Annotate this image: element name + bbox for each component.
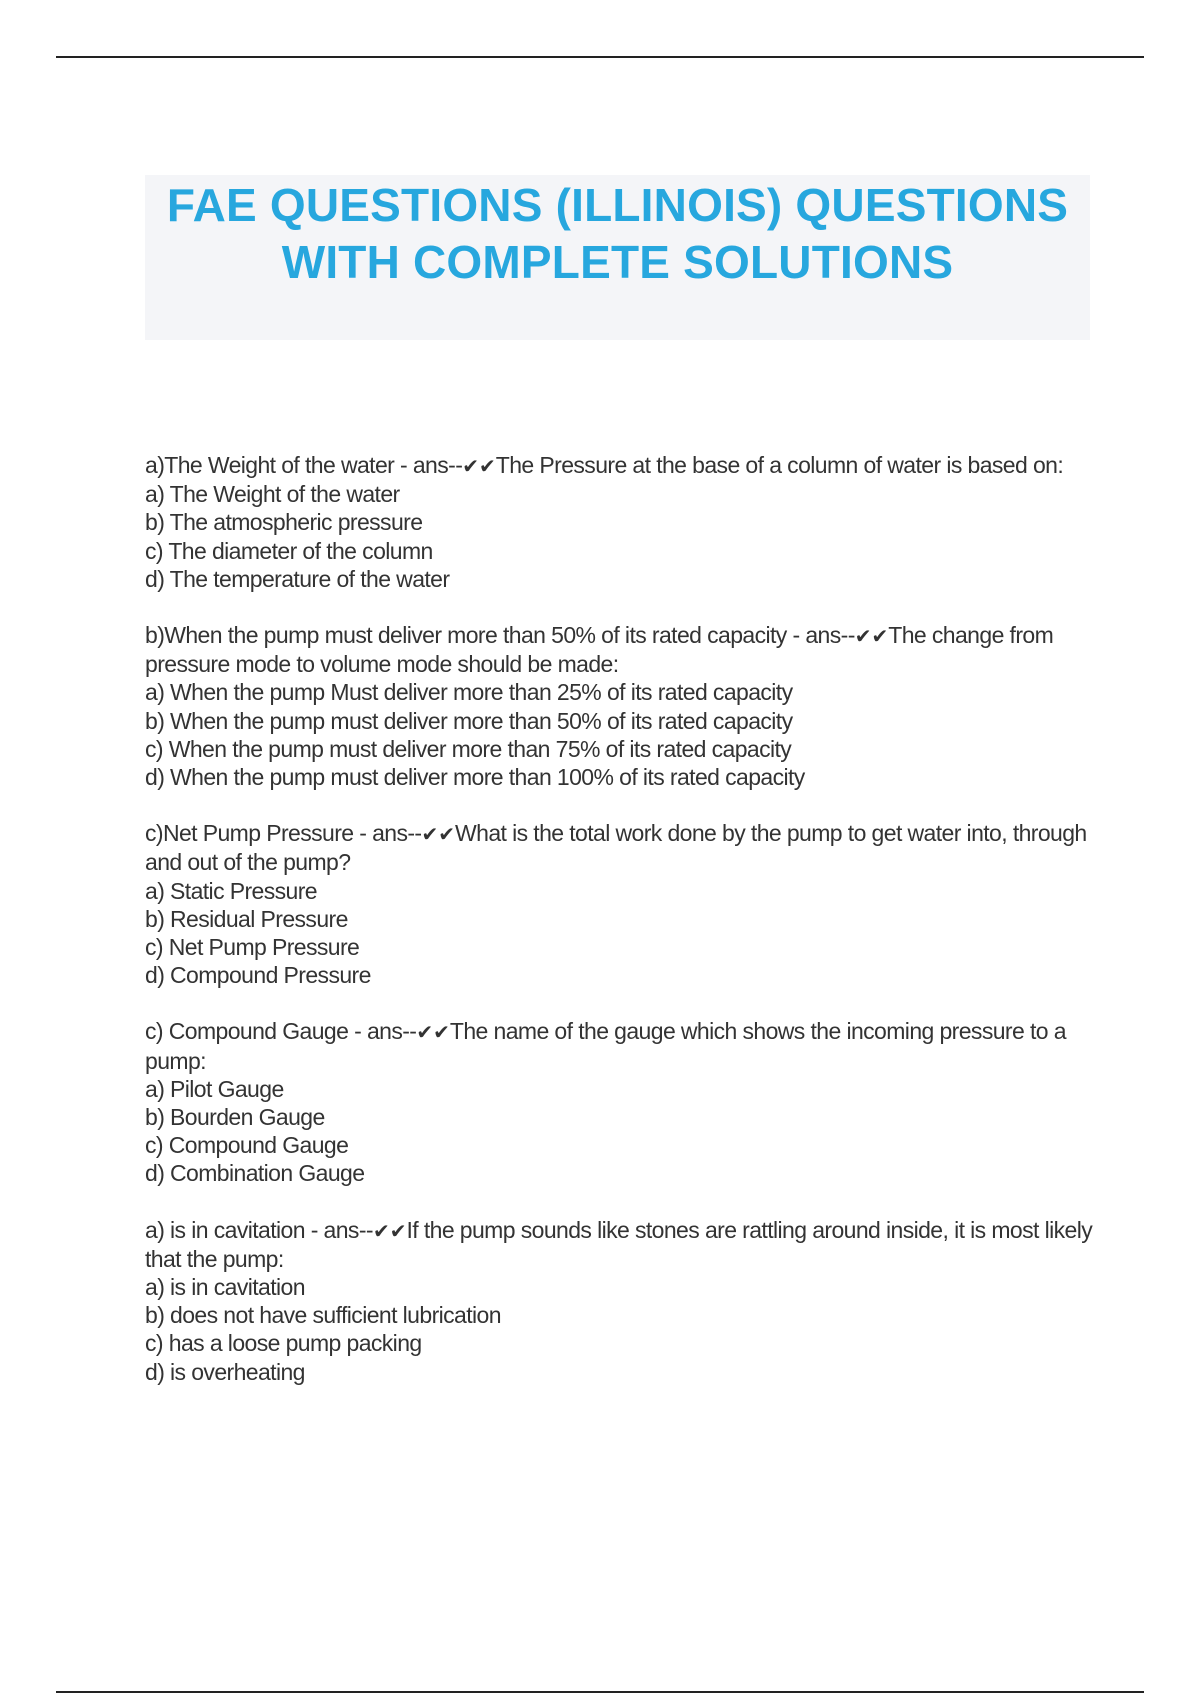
question-block xyxy=(145,1017,1095,1187)
answer-separator: - ans-- xyxy=(304,1216,373,1243)
question-text: The change from pressure mode to volume mode should be made: xyxy=(145,622,1054,678)
option-b: b) Bourden Gauge xyxy=(145,1104,325,1131)
option-c: c) The diameter of the column xyxy=(145,537,433,564)
checkmark-icon: ✔✔ xyxy=(372,1218,407,1243)
option-b: b) When the pump must deliver more than 50% of its rated capacity xyxy=(145,707,793,734)
option-c: c) Net Pump Pressure xyxy=(145,934,360,961)
option-d: d) is overheating xyxy=(145,1358,305,1385)
checkmark-icon: ✔✔ xyxy=(462,454,496,478)
option-d: d) Combination Gauge xyxy=(145,1160,365,1187)
top-rule xyxy=(56,56,1144,58)
option-a: a) is in cavitation xyxy=(145,1274,305,1301)
question-text: What is the total work done by the pump to get water into, through and out of the pump? xyxy=(145,820,1087,876)
question-block xyxy=(145,1216,1095,1386)
title-banner xyxy=(145,175,1090,340)
checkmark-icon: ✔✔ xyxy=(421,822,456,847)
answer-text: c) Compound Gauge xyxy=(145,1018,349,1045)
question-text: The name of the gauge which shows the incoming pressure to a pump: xyxy=(145,1018,1066,1074)
question-text: The Pressure at the base of a column of water is based on: xyxy=(495,452,1064,478)
answer-separator: - ans-- xyxy=(394,452,463,478)
answer-separator: - ans-- xyxy=(353,820,422,847)
option-b: b) The atmospheric pressure xyxy=(145,509,423,536)
question-list xyxy=(145,451,1095,1414)
option-c: c) When the pump must deliver more than 75% of its rated capacity xyxy=(145,735,792,762)
question-block xyxy=(145,451,1095,593)
question-text: If the pump sounds like stones are rattling around inside, it is most likely that the pump: xyxy=(145,1216,1093,1272)
title-line-1: FAE QUESTIONS (ILLINOIS) QUESTIONS xyxy=(166,179,1069,231)
question-block xyxy=(145,819,1095,989)
question-block xyxy=(145,621,1095,791)
checkmark-icon: ✔✔ xyxy=(416,1020,450,1045)
answer-text: a)The Weight of the water xyxy=(145,452,395,478)
question-prompt xyxy=(145,621,1095,678)
answer-text: a) is in cavitation xyxy=(145,1216,305,1243)
checkmark-icon: ✔✔ xyxy=(854,624,889,649)
option-a: a) The Weight of the water xyxy=(145,481,400,508)
answer-separator: - ans-- xyxy=(348,1018,417,1045)
answer-separator: - ans-- xyxy=(786,622,855,649)
answer-text: c)Net Pump Pressure xyxy=(145,820,354,847)
question-prompt xyxy=(145,1216,1095,1273)
question-prompt xyxy=(145,451,1095,480)
option-d: d) Compound Pressure xyxy=(145,962,371,989)
option-c: c) Compound Gauge xyxy=(145,1132,349,1159)
document-title xyxy=(145,175,1090,291)
bottom-rule xyxy=(56,1691,1144,1693)
option-a: a) When the pump Must deliver more than 25% of its rated capacity xyxy=(145,679,793,706)
title-line-2: WITH COMPLETE SOLUTIONS xyxy=(281,236,954,288)
option-d: d) When the pump must deliver more than 100% of its rated capacity xyxy=(145,764,805,791)
option-c: c) has a loose pump packing xyxy=(145,1330,422,1357)
question-prompt xyxy=(145,1017,1095,1074)
option-a: a) Pilot Gauge xyxy=(145,1075,284,1102)
option-a: a) Static Pressure xyxy=(145,877,317,904)
option-b: b) Residual Pressure xyxy=(145,905,348,932)
answer-text: b)When the pump must deliver more than 50% of its rated capacity xyxy=(145,622,787,649)
question-prompt xyxy=(145,819,1095,876)
option-d: d) The temperature of the water xyxy=(145,565,450,592)
option-b: b) does not have sufficient lubrication xyxy=(145,1302,501,1329)
